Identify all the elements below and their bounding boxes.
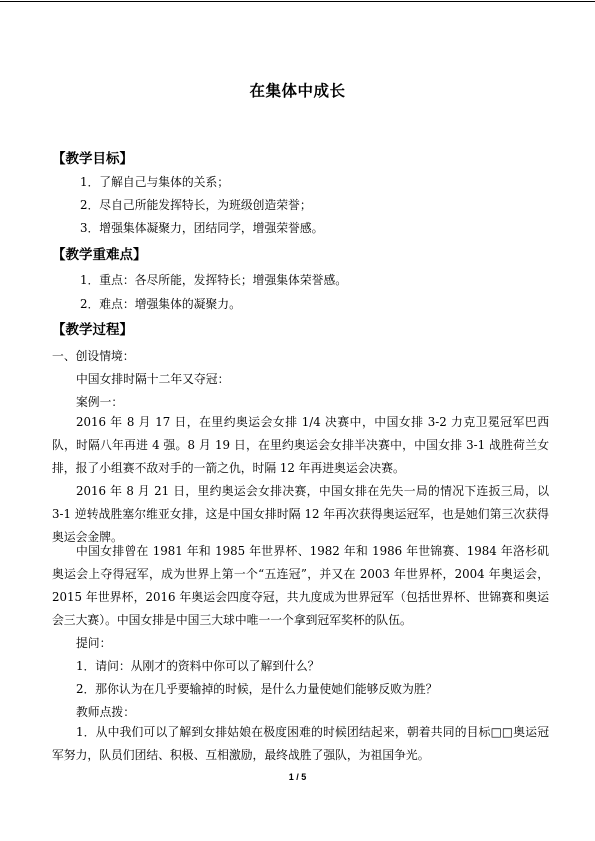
teacher-label: 教师点拨： bbox=[76, 705, 135, 719]
case-subtitle: 中国女排时隔十二年又夺冠： bbox=[76, 372, 230, 386]
case-label: 案例一： bbox=[76, 395, 124, 409]
case-paragraph-2: 2016 年 8 月 21 日，里约奥运会女排决赛，中国女排在先失一局的情况下连扳三局，以 3-1 逆转战胜塞尔维亚女排，这是中国女排时隔 12 年再次获得奥运冠军，也是她们第三次获得奥运会金牌。 bbox=[52, 484, 549, 544]
question-item-2: 2．那你认为在几乎要输掉的时候，是什么力量使她们能够反败为胜？ bbox=[76, 682, 438, 696]
page-number: 1 / 5 bbox=[288, 772, 307, 782]
question-label: 提问： bbox=[76, 636, 112, 650]
key-point-item-1: 1．重点：各尽所能，发挥特长；增强集体荣誉感。 bbox=[80, 273, 348, 287]
goals-heading: 【教学目标】 bbox=[52, 151, 133, 167]
process-heading: 【教学过程】 bbox=[52, 322, 133, 338]
key-point-item-2: 2．难点：增强集体的凝聚力。 bbox=[80, 297, 241, 311]
goal-item-2: 2．尽自己所能发挥特长，为班级创造荣誉； bbox=[80, 198, 312, 212]
teacher-paragraph: 1．从中我们可以了解到女排姑娘在极度困难的时候团结起来，朝着共同的目标□□奥运冠军努力，队员们团结、积极、互相激励，最终战胜了强队，为祖国争光。 bbox=[52, 725, 549, 762]
question-item-1: 1．请问：从刚才的资料中你可以了解到什么？ bbox=[76, 659, 320, 673]
key-points-heading: 【教学重难点】 bbox=[52, 247, 147, 263]
step-1-label: 一、创设情境： bbox=[52, 349, 135, 363]
goal-item-1: 1．了解自己与集体的关系； bbox=[80, 175, 230, 189]
document-title: 在集体中成长 bbox=[249, 81, 346, 100]
top-rule bbox=[0, 1, 595, 2]
case-paragraph-3: 中国女排曾在 1981 年和 1985 年世界杯、1982 年和 1986 年世锦赛、1984 年洛杉矶奥运会上夺得冠军，成为世界上第一个“五连冠”，并又在 2003 年世界杯，2004 年奥运会，2015 年世界杯，2016 年奥运会四度夺冠，共九度成为世界冠军（包括世界杯、世锦赛和奥运会三大赛）。中国女排是中国三大球中唯一一个拿到冠军奖杯的队伍。 bbox=[52, 544, 549, 627]
goal-item-3: 3．增强集体凝聚力，团结同学，增强荣誉感。 bbox=[80, 221, 324, 235]
case-paragraph-1: 2016 年 8 月 17 日，在里约奥运会女排 1/4 决赛中，中国女排 3-2 力克卫冕冠军巴西队，时隔八年再进 4 强。8 月 19 日，在里约奥运会女排半决赛中，中国女排 3-1 战胜荷兰女排，报了小组赛不敌对手的一箭之仇，时隔 12 年再进奥运会决赛。 bbox=[52, 415, 549, 475]
